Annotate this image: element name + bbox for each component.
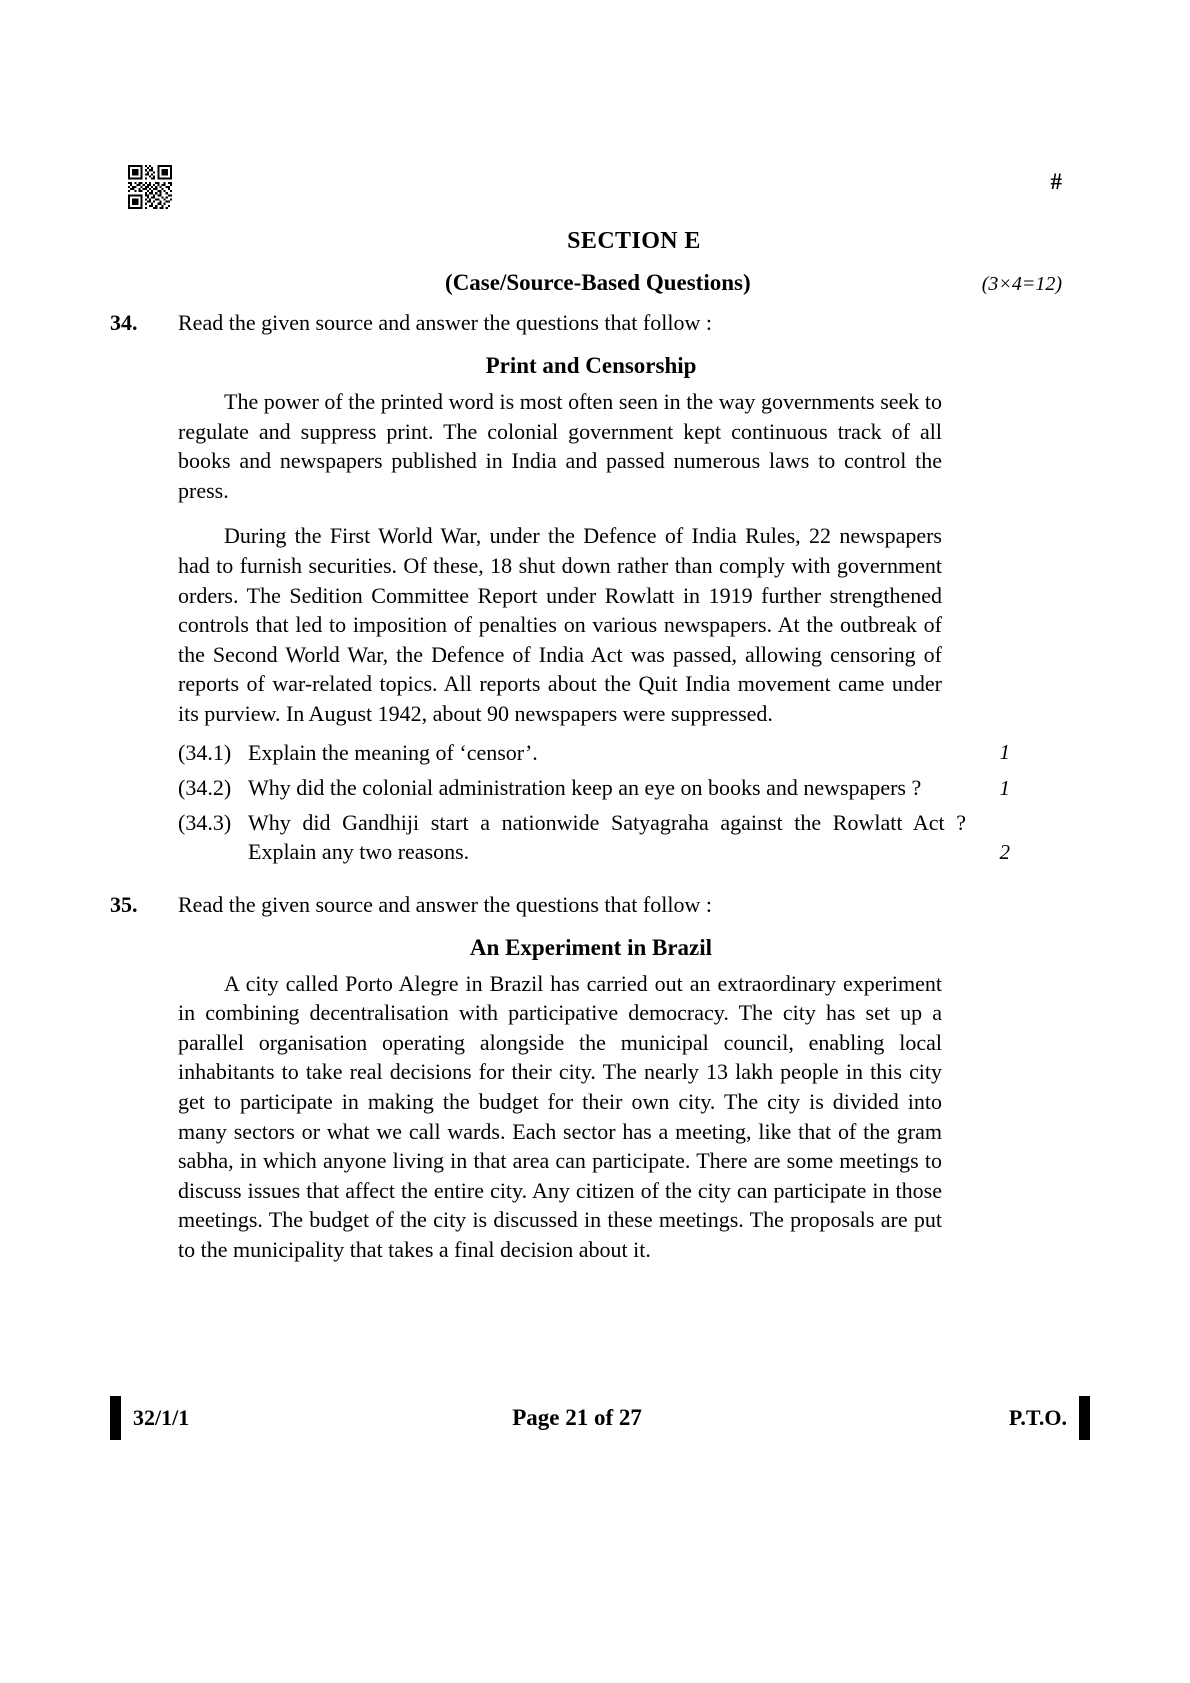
page-number-label: Page 21 of 27 xyxy=(512,1405,642,1430)
sub-question-34-1-marks: 1 xyxy=(999,740,1010,765)
paper-code: 32/1/1 xyxy=(133,1405,190,1430)
sub-question-34-3-label: (34.3) xyxy=(178,809,232,835)
subsection-title: (Case/Source-Based Questions) xyxy=(445,270,751,295)
source-paragraph-35-1: A city called Porto Alegre in Brazil has carried out an extraordinary experiment in combining decentralisation with participative democracy. The city has set up a parallel organisation operating alongside the municipal council, enabling local inhabitants to take real decisions for their city. The nearly 13 lakh people in this city get to participate in making the budget for their own city. The city is divided into many sectors or what we call wards. Each sector has a meeting, like that of the gram sabha, in which anyone living in that area can participate. There are some meetings to discuss issues that affect the entire city. Any citizen of the city can participate in those meetings. The budget of the city is discussed in these meetings. The proposals are put to the municipality that takes a final decision about it. xyxy=(178,970,942,1262)
section-marks: (3×4=12) xyxy=(981,273,1062,295)
sub-question-34-2-marks: 1 xyxy=(999,776,1010,801)
sub-question-34-2 xyxy=(110,773,1010,803)
question-35-instruction: Read the given source and answer the questions that follow : xyxy=(178,891,712,917)
section-title: SECTION E xyxy=(567,228,701,254)
footer-right-bar xyxy=(1079,1396,1090,1440)
question-35-number: 35. xyxy=(110,891,138,917)
question-34-number: 34. xyxy=(110,310,138,335)
question-gap-spacer xyxy=(110,872,1010,890)
page-header xyxy=(128,165,1062,225)
question-35-heading xyxy=(110,890,1010,919)
question-34-instruction: Read the given source and answer the questions that follow : xyxy=(178,310,712,335)
sub-question-34-3-marks: 2 xyxy=(999,840,1010,865)
footer-left-bar xyxy=(110,1396,121,1440)
source-paragraph-34-1: The power of the printed word is most often seen in the way governments seek to regulate and suppress print. The colonial government kept continuous track of all books and newspapers published in India and passed numerous laws to control the press. xyxy=(178,389,942,503)
sub-question-34-2-text: Why did the colonial administration keep an eye on books and newspapers ? xyxy=(248,774,922,800)
page-footer xyxy=(110,1396,1090,1440)
sub-question-34-3-text: Why did Gandhiji start a nationwide Satyagraha against the Rowlatt Act ? Explain any two reasons. xyxy=(248,809,966,865)
sub-question-34-1 xyxy=(110,738,1010,768)
hash-mark: # xyxy=(1050,169,1062,194)
pto-label: P.T.O. xyxy=(1008,1405,1067,1430)
question-34-heading xyxy=(110,308,1010,337)
sub-question-34-3 xyxy=(110,808,1010,867)
source-title-34: Print and Censorship xyxy=(485,353,697,379)
subsection-row xyxy=(128,270,1062,296)
source-paragraph-34-2: During the First World War, under the Defence of India Rules, 22 newspapers had to furnish securities. Of these, 18 shut down rather than comply with government orders. The Sedition Committee Report under Rowlatt in 1919 further strengthened controls that led to imposition of penalties on various newspapers. At the outbreak of the Second World War, the Defence of India Act was passed, allowing censoring of reports of war-related topics. All reports about the Quit India movement came under its purview. In August 1942, about 90 newspapers were suppressed. xyxy=(178,523,942,726)
source-title-35: An Experiment in Brazil xyxy=(469,934,713,960)
sub-question-34-1-text: Explain the meaning of ‘censor’. xyxy=(248,740,538,766)
qr-code-icon xyxy=(128,165,172,209)
sub-question-34-1-label: (34.1) xyxy=(178,740,232,766)
sub-question-34-2-label: (34.2) xyxy=(178,774,232,800)
page-content xyxy=(110,308,1010,1275)
